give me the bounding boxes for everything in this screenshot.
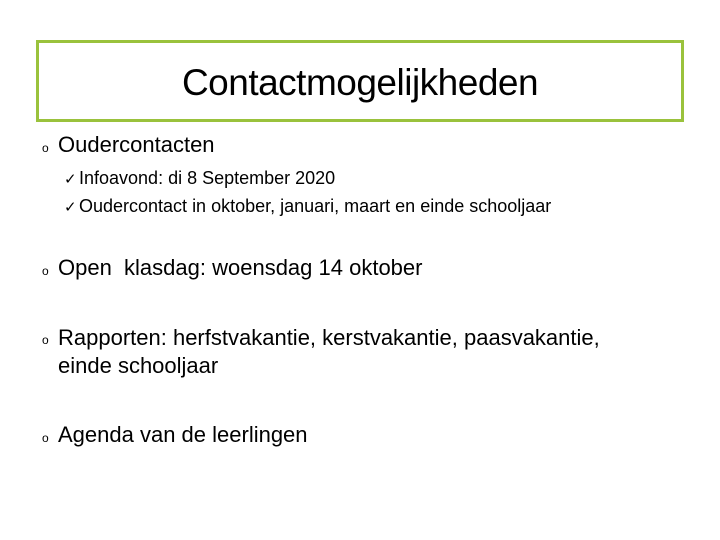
- bullet-text: Agenda van de leerlingen: [58, 422, 308, 447]
- sub-item-text: Oudercontact in oktober, januari, maart en einde schooljaar: [79, 196, 552, 216]
- bullet-item-agenda: [42, 421, 308, 449]
- bullet-text-line: Rapporten: herfstvakantie, kerstvakantie, paasvakantie,: [58, 325, 600, 350]
- sub-item-oudercontact: [64, 195, 551, 217]
- slide-title: Contactmogelijkheden: [181, 62, 539, 103]
- sub-item-text: Infoavond: di 8 September 2020: [79, 168, 336, 188]
- circle-bullet-icon: o: [42, 431, 49, 445]
- checkmark-icon: ✓: [64, 198, 77, 216]
- circle-bullet-icon: o: [42, 333, 49, 347]
- circle-bullet-icon: o: [42, 264, 49, 278]
- bullet-item-oudercontacten: [42, 131, 215, 159]
- circle-bullet-icon: o: [42, 141, 49, 155]
- checkmark-icon: ✓: [64, 170, 77, 188]
- bullet-item-rapporten: [42, 324, 678, 380]
- title-box: [36, 40, 684, 122]
- bullet-item-open-klasdag: [42, 254, 422, 282]
- bullet-text: Open klasdag: woensdag 14 oktober: [58, 255, 423, 280]
- sub-item-infoavond: [64, 167, 335, 189]
- bullet-text-line: einde schooljaar: [58, 353, 219, 378]
- bullet-text: Oudercontacten: [58, 132, 215, 157]
- bullet-text-block: [58, 324, 678, 380]
